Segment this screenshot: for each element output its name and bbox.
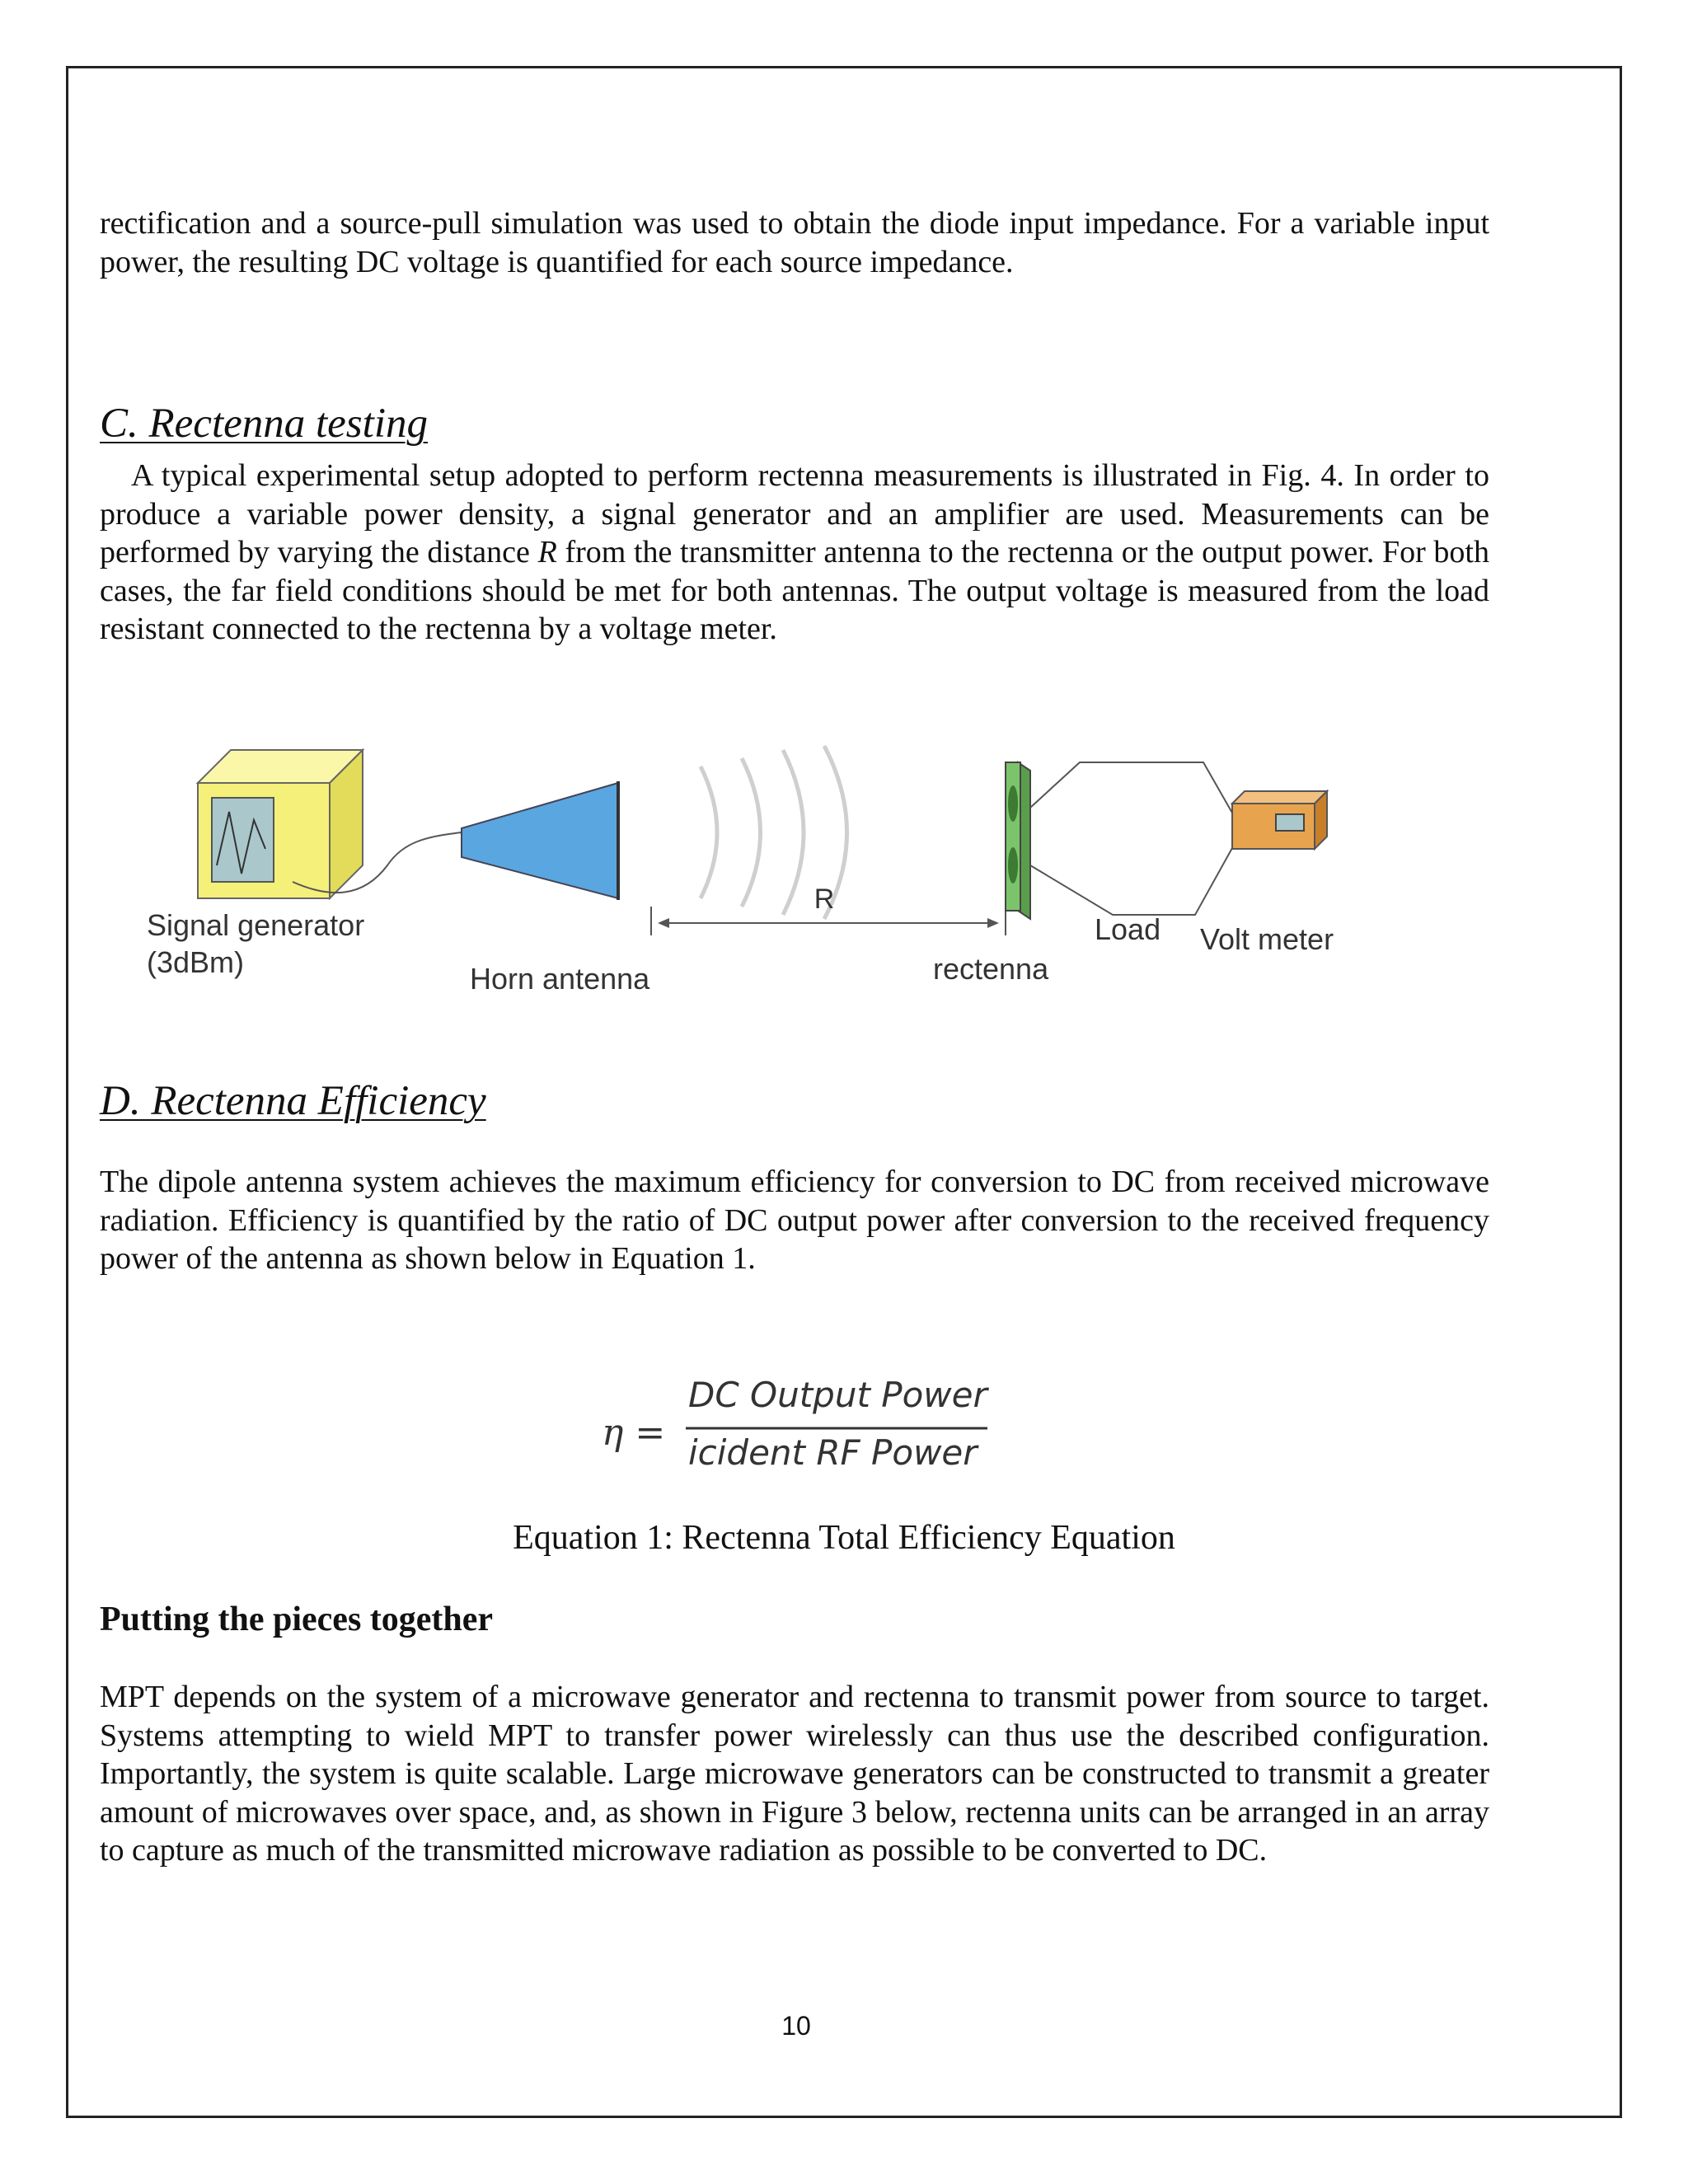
section-d-heading: D. Rectenna Efficiency [100,1078,486,1124]
section-c-paragraph [100,457,1489,649]
section-d-paragraph: The dipole antenna system achieves the maximum efficiency for conversion to DC from received microwave radiation. Efficiency is quantified by the ratio of DC output power after conversion to the received frequency power of the antenna as shown below in Equation 1. [100,1165,1489,1276]
arrow-left-icon [658,918,669,928]
section-c-text-2: from the transmitter antenna to the rectenna or the output power. For both cases, the far field conditions should be met for both antennas. The output voltage is measured from the load resistant connected to the rectenna by a voltage meter. [100,535,1489,646]
equation-denominator: icident RF Power [688,1432,978,1473]
page-number: 10 [781,2011,811,2041]
rectenna-label: rectenna [933,952,1049,986]
putting-pieces-paragraph: MPT depends on the system of a microwave generator and rectenna to transmit power from source to target. Systems attempting to wield MPT to transfer power wirelessly can thus use the described configuration. Importantly, the system is quite scalable. Large microwave generators can be constructed to transmit a greater amount of microwaves over space, and, as shown in Figure 3 below, rectenna units can be arranged in an array to capture as much of the transmitted microwave radiation as possible to be converted to DC. [100,1680,1489,1868]
volt-meter-icon [1232,791,1327,849]
volt-meter-label: Volt meter [1200,922,1334,956]
putting-pieces-heading: Putting the pieces together [100,1601,494,1638]
rectenna-icon [1006,762,1030,919]
signal-generator-label: Signal generator [147,908,365,942]
distance-r-variable: R [537,535,557,569]
section-c-heading: C. Rectenna testing [100,401,428,447]
distance-label: R [814,883,835,915]
equation-lhs: η = [602,1412,666,1454]
signal-generator-power-label: (3dBm) [147,945,245,979]
load-wire-bottom [1030,841,1236,915]
horn-antenna-icon [462,781,618,900]
rectenna-setup-figure [132,733,1385,1014]
section-c-text-1: A typical experimental setup adopted to perform rectenna measurements is illustrated in Fig. 4. In order to produce a variable power density, a signal generator and an amplifier are used. Measurements can be performed by varying the distance [100,458,1489,569]
signal-generator-icon [198,750,363,898]
efficiency-equation [593,1372,1006,1479]
load-label: Load [1095,912,1161,946]
load-wire-top [1030,762,1236,820]
horn-antenna-label: Horn antenna [470,962,650,996]
arrow-right-icon [987,918,999,928]
equation-caption: Equation 1: Rectenna Total Efficiency Equation [513,1519,1175,1557]
equation-numerator: DC Output Power [688,1375,987,1415]
intro-paragraph: rectification and a source-pull simulation was used to obtain the diode input impedance. For a variable input power, the resulting DC voltage is quantified for each source impedance. [100,206,1489,279]
